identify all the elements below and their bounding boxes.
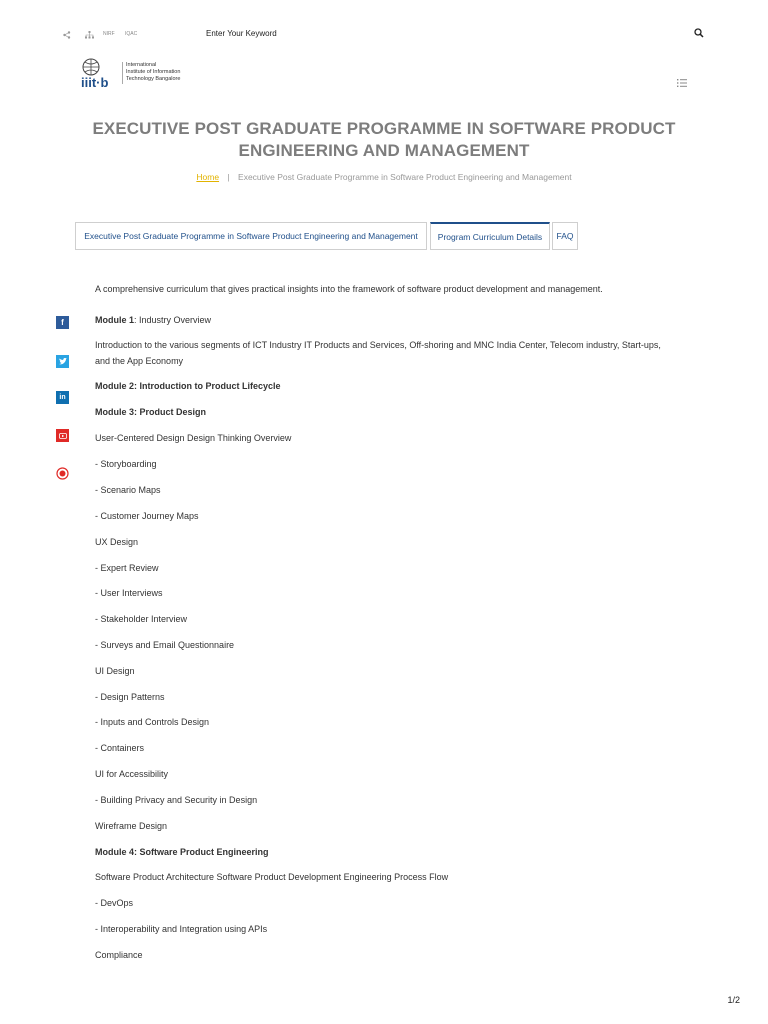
module-4-heading	[95, 847, 269, 857]
module-1-heading	[95, 315, 211, 325]
breadcrumb-home-link[interactable]: Home	[196, 172, 220, 182]
breadcrumb	[60, 172, 708, 182]
list-item: - Inputs and Controls Design	[95, 717, 210, 727]
site-logo[interactable]	[80, 58, 200, 94]
logo-line: Technology Bangalore	[126, 76, 181, 83]
list-item: UI Design	[95, 666, 135, 676]
list-item: - Interoperability and Integration using APIs	[95, 924, 268, 934]
page-title-line: EXECUTIVE POST GRADUATE PROGRAMME IN SOFTWARE PRODUCT	[92, 119, 676, 138]
logo-mark	[80, 58, 122, 94]
list-item: - Surveys and Email Questionnaire	[95, 640, 235, 650]
list-item: - Containers	[95, 743, 145, 753]
breadcrumb-current: Executive Post Graduate Programme in Software Product Engineering and Management	[238, 172, 572, 182]
intro-text: A comprehensive curriculum that gives practical insights into the framework of software product development and management.	[95, 284, 603, 294]
share-icon[interactable]	[63, 31, 71, 41]
list-item: Wireframe Design	[95, 821, 168, 831]
list-item: - Building Privacy and Security in Design	[95, 795, 258, 805]
logo-wordmark: iiit·b	[81, 75, 109, 90]
tab-programme[interactable]: Executive Post Graduate Programme in Software Product Engineering and Management	[75, 222, 427, 250]
module-2-label: Module 2: Introduction to Product Lifecycle	[95, 381, 281, 391]
list-item: - Scenario Maps	[95, 485, 161, 495]
page-counter: 1/2	[727, 995, 740, 1005]
list-item: User-Centered Design Design Thinking Overview	[95, 433, 292, 443]
module-4-label: Module 4: Software Product Engineering	[95, 847, 269, 857]
list-item: - Customer Journey Maps	[95, 511, 199, 521]
sitemap-icon[interactable]	[85, 31, 94, 41]
menu-icon[interactable]	[677, 74, 687, 92]
list-item: Compliance	[95, 950, 143, 960]
breadcrumb-separator: |	[227, 172, 230, 182]
logo-line: Institute of Information	[126, 69, 181, 76]
linkedin-icon[interactable]: in	[56, 391, 69, 404]
logo-text	[122, 62, 180, 84]
module-2-heading	[95, 381, 281, 391]
module-3-label: Module 3: Product Design	[95, 407, 207, 417]
list-item: UX Design	[95, 537, 139, 547]
top-bar	[60, 28, 710, 46]
youtube-icon[interactable]	[56, 429, 69, 442]
module-1-title: : Industry Overview	[134, 315, 212, 325]
list-item: Software Product Architecture Software Product Development Engineering Process Flow	[95, 872, 449, 882]
tab-curriculum[interactable]: Program Curriculum Details	[430, 222, 550, 250]
logo-line: International	[126, 62, 157, 68]
iqac-link[interactable]: IQAC	[125, 31, 138, 37]
search-icon[interactable]	[694, 28, 704, 40]
list-item: - User Interviews	[95, 588, 163, 598]
twitter-icon[interactable]	[56, 355, 69, 368]
module-1-description: Introduction to the various segments of ICT Industry IT Products and Services, Off-shoring and MNC India Center, Telecom industry, Start-ups, and the App Economy	[95, 340, 661, 366]
list-item: - DevOps	[95, 898, 134, 908]
list-item: - Storyboarding	[95, 459, 157, 469]
page-title-line: ENGINEERING AND MANAGEMENT	[238, 141, 530, 160]
list-item: - Stakeholder Interview	[95, 614, 188, 624]
facebook-icon[interactable]: f	[56, 316, 69, 329]
list-item: UI for Accessibility	[95, 769, 169, 779]
tab-faq[interactable]: FAQ	[552, 222, 578, 250]
list-item: - Design Patterns	[95, 692, 165, 702]
search-input[interactable]: Enter Your Keyword	[206, 29, 277, 38]
nirf-link[interactable]: NIRF	[103, 31, 115, 37]
list-item: - Expert Review	[95, 563, 159, 573]
module-1-label: Module 1	[95, 315, 135, 325]
emblem-icon[interactable]	[56, 467, 69, 480]
module-3-heading	[95, 407, 206, 417]
page-title	[60, 118, 708, 162]
